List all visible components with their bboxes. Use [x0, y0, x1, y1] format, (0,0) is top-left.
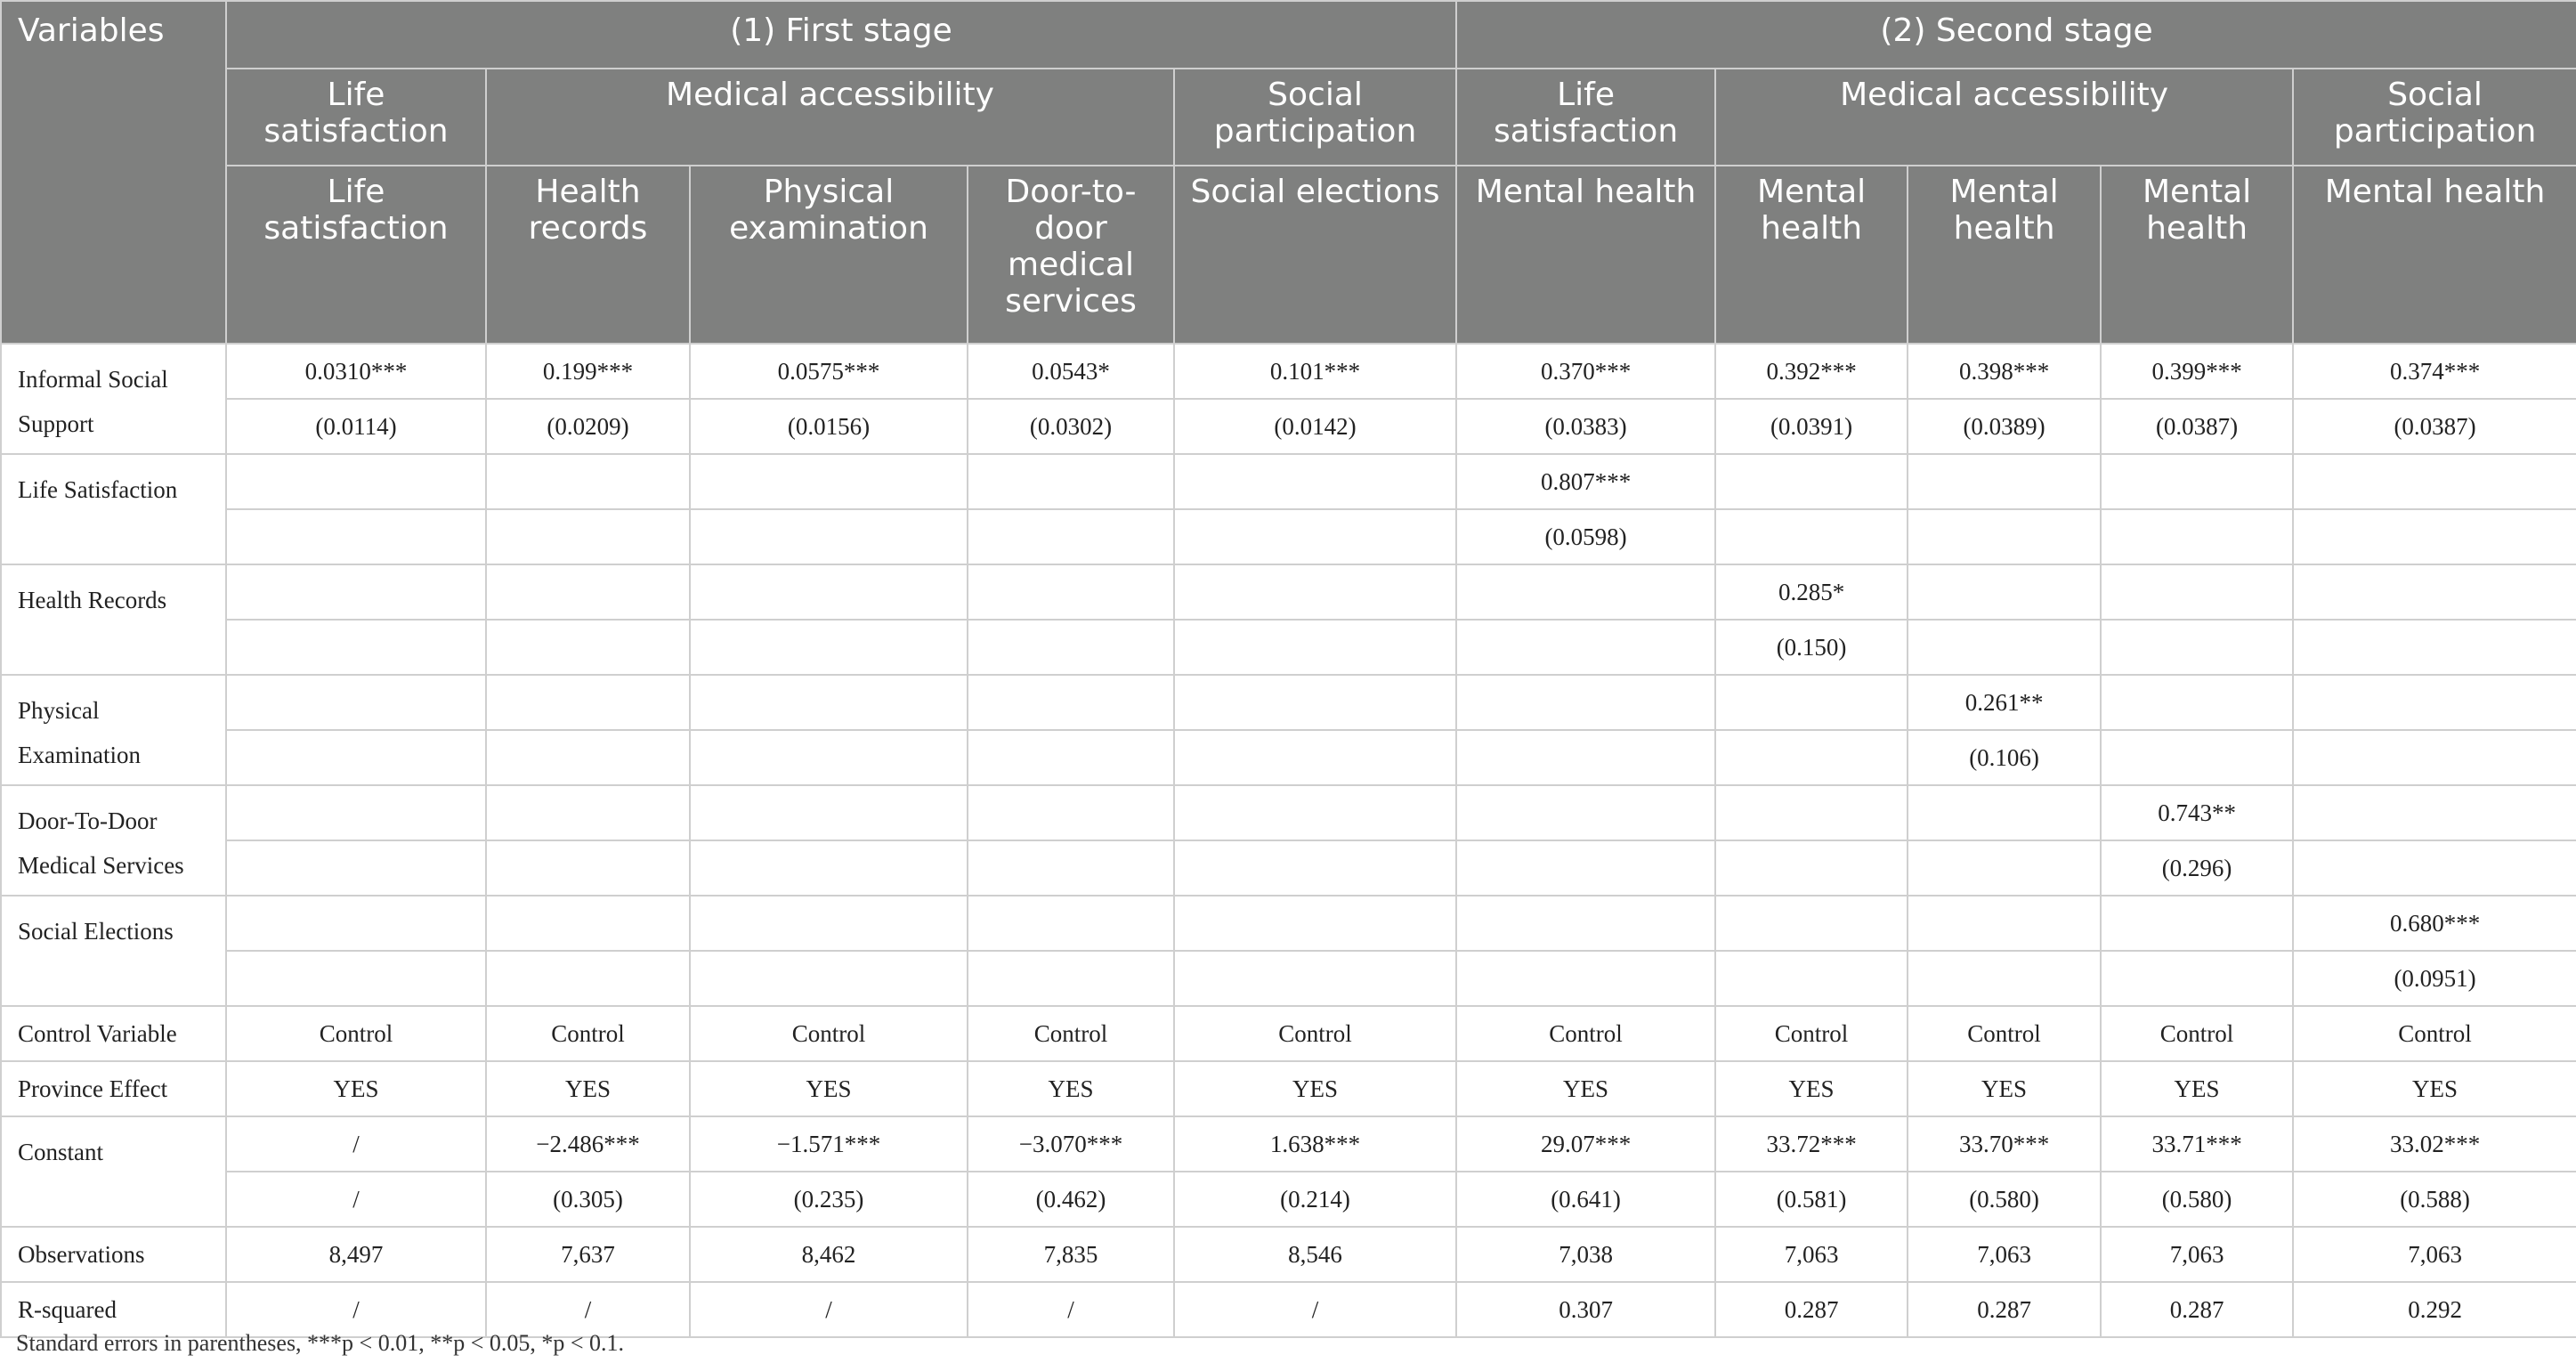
group-social-participation-2: Social participation: [2293, 69, 2576, 166]
value-cell: Control: [1174, 1006, 1456, 1061]
standard-error-cell: [1908, 951, 2101, 1006]
value-cell: 7,063: [2293, 1227, 2576, 1282]
coefficient-cell: [968, 454, 1174, 509]
coefficient-cell: [690, 896, 968, 951]
coefficient-cell: [1174, 785, 1456, 840]
standard-error-cell: [690, 620, 968, 675]
coefficient-cell: [690, 785, 968, 840]
value-cell: Control: [1908, 1006, 2101, 1061]
standard-error-cell: [690, 509, 968, 564]
coefficient-cell: 0.807***: [1456, 454, 1715, 509]
value-cell: YES: [226, 1061, 486, 1116]
standard-error-cell: [486, 840, 690, 896]
coefficient-cell: [486, 785, 690, 840]
group-medical-accessibility-2: Medical accessibility: [1715, 69, 2293, 166]
table-row: [1, 840, 2576, 896]
standard-error-cell: [1456, 620, 1715, 675]
standard-error-cell: [968, 840, 1174, 896]
standard-error-cell: [2101, 730, 2293, 785]
standard-error-cell: (0.296): [2101, 840, 2293, 896]
coefficient-cell: [226, 675, 486, 730]
coefficient-cell: 0.199***: [486, 344, 690, 399]
table-row: [1, 564, 2576, 620]
value-cell: YES: [486, 1061, 690, 1116]
standard-error-cell: (0.0387): [2293, 399, 2576, 454]
standard-error-cell: [1174, 730, 1456, 785]
value-cell: Control: [486, 1006, 690, 1061]
value-cell: YES: [968, 1061, 1174, 1116]
column-header: Life satisfaction: [226, 166, 486, 344]
coefficient-cell: [1174, 675, 1456, 730]
table-row: [1, 1227, 2576, 1282]
table-row: [1, 785, 2576, 840]
coefficient-cell: [968, 675, 1174, 730]
coefficient-cell: [2101, 454, 2293, 509]
value-cell: Control: [968, 1006, 1174, 1061]
standard-error-cell: (0.580): [2101, 1172, 2293, 1227]
table-row: [1, 1172, 2576, 1227]
column-header: Physical examination: [690, 166, 968, 344]
standard-error-cell: [968, 620, 1174, 675]
value-cell: YES: [1908, 1061, 2101, 1116]
value-cell: /: [486, 1282, 690, 1337]
standard-error-cell: [226, 620, 486, 675]
row-label: Informal Social Support: [1, 344, 226, 454]
standard-error-cell: [2101, 620, 2293, 675]
coefficient-cell: [1174, 896, 1456, 951]
coefficient-cell: [486, 564, 690, 620]
coefficient-cell: 33.02***: [2293, 1116, 2576, 1172]
standard-error-cell: [690, 951, 968, 1006]
row-label: Control Variable: [1, 1006, 226, 1061]
value-cell: 7,637: [486, 1227, 690, 1282]
coefficient-cell: /: [226, 1116, 486, 1172]
group-life-satisfaction-2: Life satisfaction: [1456, 69, 1715, 166]
coefficient-cell: [1174, 564, 1456, 620]
coefficient-cell: [1456, 675, 1715, 730]
table-row: [1, 620, 2576, 675]
table-row: [1, 1116, 2576, 1172]
value-cell: YES: [2293, 1061, 2576, 1116]
standard-error-cell: (0.0114): [226, 399, 486, 454]
column-header: Mental health: [2293, 166, 2576, 344]
coefficient-cell: [1715, 785, 1908, 840]
coefficient-cell: [226, 454, 486, 509]
row-label: Social Elections: [1, 896, 226, 1006]
table-row: [1, 1006, 2576, 1061]
coefficient-cell: [1715, 454, 1908, 509]
standard-error-cell: [226, 509, 486, 564]
table-body: [1, 344, 2576, 1337]
standard-error-cell: (0.588): [2293, 1172, 2576, 1227]
standard-error-cell: /: [226, 1172, 486, 1227]
coefficient-cell: [1456, 896, 1715, 951]
column-header: Health records: [486, 166, 690, 344]
standard-error-cell: (0.0598): [1456, 509, 1715, 564]
coefficient-cell: [1908, 564, 2101, 620]
standard-error-cell: [2293, 509, 2576, 564]
value-cell: Control: [2101, 1006, 2293, 1061]
coefficient-cell: −1.571***: [690, 1116, 968, 1172]
table-row: [1, 951, 2576, 1006]
standard-error-cell: [2293, 730, 2576, 785]
column-header: Social elections: [1174, 166, 1456, 344]
coefficient-cell: [226, 896, 486, 951]
value-cell: 0.307: [1456, 1282, 1715, 1337]
coefficient-cell: 0.743**: [2101, 785, 2293, 840]
value-cell: /: [1174, 1282, 1456, 1337]
standard-error-cell: (0.641): [1456, 1172, 1715, 1227]
table-row: [1, 509, 2576, 564]
standard-error-cell: (0.581): [1715, 1172, 1908, 1227]
coefficient-cell: [690, 454, 968, 509]
coefficient-cell: 0.370***: [1456, 344, 1715, 399]
coefficient-cell: [1456, 564, 1715, 620]
standard-error-cell: (0.0391): [1715, 399, 1908, 454]
value-cell: 7,063: [2101, 1227, 2293, 1282]
coefficient-cell: [486, 896, 690, 951]
value-cell: /: [968, 1282, 1174, 1337]
first-stage-header: (1) First stage: [226, 1, 1456, 69]
standard-error-cell: (0.235): [690, 1172, 968, 1227]
standard-error-cell: (0.580): [1908, 1172, 2101, 1227]
standard-error-cell: [1715, 951, 1908, 1006]
coefficient-cell: 0.399***: [2101, 344, 2293, 399]
value-cell: 0.292: [2293, 1282, 2576, 1337]
coefficient-cell: [226, 785, 486, 840]
coefficient-cell: [1456, 785, 1715, 840]
standard-error-cell: (0.0142): [1174, 399, 1456, 454]
standard-error-cell: [1715, 509, 1908, 564]
value-cell: 7,063: [1908, 1227, 2101, 1282]
coefficient-cell: 0.398***: [1908, 344, 2101, 399]
standard-error-cell: (0.0951): [2293, 951, 2576, 1006]
coefficient-cell: 33.72***: [1715, 1116, 1908, 1172]
group-social-participation-1: Social participation: [1174, 69, 1456, 166]
row-label: Door-To-Door Medical Services: [1, 785, 226, 896]
table-row: [1, 675, 2576, 730]
standard-error-cell: [226, 840, 486, 896]
coefficient-cell: 0.0543*: [968, 344, 1174, 399]
table-footnote: Standard errors in parentheses, ***p < 0.01, **p < 0.05, *p < 0.1.: [16, 1330, 625, 1356]
standard-error-cell: [690, 730, 968, 785]
standard-error-cell: (0.214): [1174, 1172, 1456, 1227]
standard-error-cell: [486, 730, 690, 785]
value-cell: YES: [1715, 1061, 1908, 1116]
standard-error-cell: (0.462): [968, 1172, 1174, 1227]
coefficient-cell: [2293, 785, 2576, 840]
standard-error-cell: (0.106): [1908, 730, 2101, 785]
standard-error-cell: [1908, 840, 2101, 896]
value-cell: YES: [2101, 1061, 2293, 1116]
standard-error-cell: (0.0387): [2101, 399, 2293, 454]
standard-error-cell: [486, 951, 690, 1006]
standard-error-cell: [1174, 620, 1456, 675]
coefficient-cell: [1715, 675, 1908, 730]
standard-error-cell: [486, 620, 690, 675]
coefficient-cell: −2.486***: [486, 1116, 690, 1172]
value-cell: 8,497: [226, 1227, 486, 1282]
coefficient-cell: [1715, 896, 1908, 951]
coefficient-cell: [1908, 454, 2101, 509]
coefficient-cell: 29.07***: [1456, 1116, 1715, 1172]
value-cell: 0.287: [1715, 1282, 1908, 1337]
coefficient-cell: [968, 896, 1174, 951]
value-cell: Control: [226, 1006, 486, 1061]
coefficient-cell: [2101, 896, 2293, 951]
coefficient-cell: 0.0575***: [690, 344, 968, 399]
coefficient-cell: [2293, 564, 2576, 620]
value-cell: YES: [690, 1061, 968, 1116]
coefficient-cell: 0.101***: [1174, 344, 1456, 399]
coefficient-cell: 1.638***: [1174, 1116, 1456, 1172]
value-cell: 8,546: [1174, 1227, 1456, 1282]
coefficient-cell: 0.374***: [2293, 344, 2576, 399]
value-cell: YES: [1174, 1061, 1456, 1116]
standard-error-cell: (0.0209): [486, 399, 690, 454]
standard-error-cell: (0.0302): [968, 399, 1174, 454]
column-header: Mental health: [2101, 166, 2293, 344]
row-label: Observations: [1, 1227, 226, 1282]
variables-header: Variables: [1, 1, 226, 344]
standard-error-cell: [226, 730, 486, 785]
value-cell: Control: [690, 1006, 968, 1061]
standard-error-cell: (0.0156): [690, 399, 968, 454]
row-label: Health Records: [1, 564, 226, 675]
row-label: R-squared: [1, 1282, 226, 1337]
standard-error-cell: [968, 730, 1174, 785]
standard-error-cell: [2101, 951, 2293, 1006]
standard-error-cell: [1456, 951, 1715, 1006]
value-cell: YES: [1456, 1061, 1715, 1116]
standard-error-cell: [226, 951, 486, 1006]
standard-error-cell: [2293, 840, 2576, 896]
standard-error-cell: [690, 840, 968, 896]
coefficient-cell: 33.71***: [2101, 1116, 2293, 1172]
value-cell: Control: [2293, 1006, 2576, 1061]
standard-error-cell: [1908, 509, 2101, 564]
column-header: Mental health: [1715, 166, 1908, 344]
coefficient-cell: [486, 675, 690, 730]
coefficient-cell: 0.680***: [2293, 896, 2576, 951]
value-cell: 0.287: [2101, 1282, 2293, 1337]
coefficient-cell: [968, 564, 1174, 620]
value-cell: Control: [1715, 1006, 1908, 1061]
coefficient-cell: [1908, 785, 2101, 840]
row-label: Life Satisfaction: [1, 454, 226, 564]
column-header: Mental health: [1456, 166, 1715, 344]
column-header: Mental health: [1908, 166, 2101, 344]
coefficient-cell: [2101, 564, 2293, 620]
value-cell: 0.287: [1908, 1282, 2101, 1337]
coefficient-cell: [1174, 454, 1456, 509]
standard-error-cell: [1715, 730, 1908, 785]
row-label: Province Effect: [1, 1061, 226, 1116]
coefficient-cell: [968, 785, 1174, 840]
standard-error-cell: [968, 509, 1174, 564]
value-cell: Control: [1456, 1006, 1715, 1061]
standard-error-cell: [968, 951, 1174, 1006]
row-label: Physical Examination: [1, 675, 226, 785]
standard-error-cell: [1174, 951, 1456, 1006]
coefficient-cell: 0.285*: [1715, 564, 1908, 620]
table-row: [1, 730, 2576, 785]
table-row: [1, 1282, 2576, 1337]
column-header: Door-to-door medical services: [968, 166, 1174, 344]
coefficient-cell: −3.070***: [968, 1116, 1174, 1172]
coefficient-cell: [2101, 675, 2293, 730]
coefficient-cell: [226, 564, 486, 620]
second-stage-header: (2) Second stage: [1456, 1, 2576, 69]
row-label: Constant: [1, 1116, 226, 1227]
standard-error-cell: [1908, 620, 2101, 675]
coefficient-cell: 0.261**: [1908, 675, 2101, 730]
standard-error-cell: [1456, 840, 1715, 896]
standard-error-cell: (0.0383): [1456, 399, 1715, 454]
value-cell: /: [690, 1282, 968, 1337]
value-cell: 7,038: [1456, 1227, 1715, 1282]
standard-error-cell: [1456, 730, 1715, 785]
value-cell: 7,063: [1715, 1227, 1908, 1282]
value-cell: 8,462: [690, 1227, 968, 1282]
table-row: [1, 454, 2576, 509]
standard-error-cell: [2101, 509, 2293, 564]
table-row: [1, 896, 2576, 951]
table-row: [1, 1061, 2576, 1116]
coefficient-cell: 0.0310***: [226, 344, 486, 399]
standard-error-cell: [486, 509, 690, 564]
standard-error-cell: (0.305): [486, 1172, 690, 1227]
standard-error-cell: [1715, 840, 1908, 896]
coefficient-cell: [1908, 896, 2101, 951]
table-row: [1, 344, 2576, 399]
coefficient-cell: [690, 564, 968, 620]
coefficient-cell: [2293, 454, 2576, 509]
coefficient-cell: 0.392***: [1715, 344, 1908, 399]
standard-error-cell: [1174, 840, 1456, 896]
value-cell: /: [226, 1282, 486, 1337]
coefficient-cell: [2293, 675, 2576, 730]
standard-error-cell: [1174, 509, 1456, 564]
group-medical-accessibility-1: Medical accessibility: [486, 69, 1174, 166]
standard-error-cell: [2293, 620, 2576, 675]
coefficient-cell: [486, 454, 690, 509]
coefficient-cell: 33.70***: [1908, 1116, 2101, 1172]
group-life-satisfaction-1: Life satisfaction: [226, 69, 486, 166]
table-row: [1, 399, 2576, 454]
standard-error-cell: (0.0389): [1908, 399, 2101, 454]
coefficient-cell: [690, 675, 968, 730]
value-cell: 7,835: [968, 1227, 1174, 1282]
standard-error-cell: (0.150): [1715, 620, 1908, 675]
